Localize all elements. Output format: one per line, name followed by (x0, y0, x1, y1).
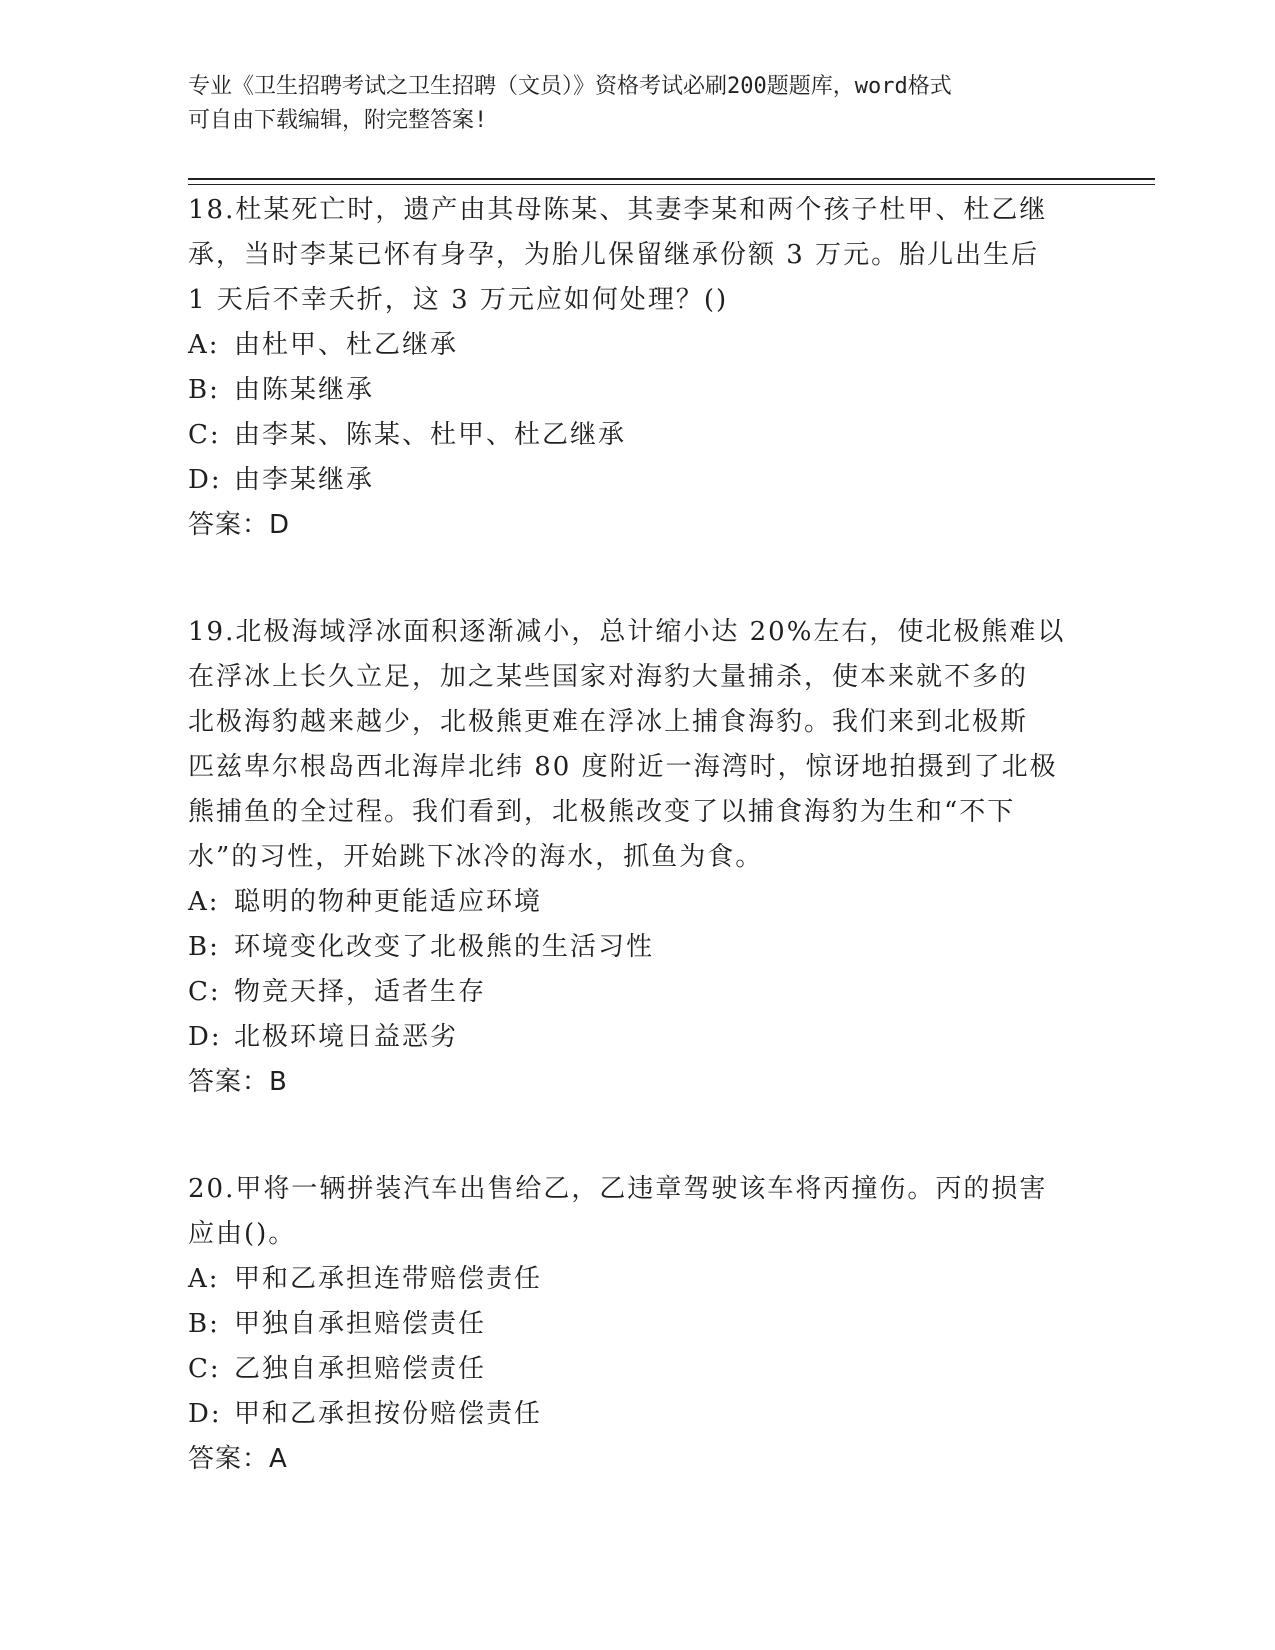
option-letter: D: (188, 1399, 222, 1429)
option-letter: A: (188, 887, 220, 917)
option-letter: A: (188, 330, 220, 360)
option-letter: D: (188, 1022, 222, 1052)
option-text: 甲独自承担赔偿责任 (234, 1309, 487, 1339)
stem-line: 1 天后不幸夭折，这 3 万元应如何处理？() (188, 285, 729, 315)
option-letter: C: (188, 977, 221, 1007)
document-header (188, 70, 1068, 138)
question-20 (188, 1167, 1068, 1482)
option-text: 乙独自承担赔偿责任 (234, 1354, 487, 1384)
option-text: 甲和乙承担连带赔偿责任 (234, 1264, 543, 1294)
option-letter: B: (188, 1309, 220, 1339)
option-text: 环境变化改变了北极熊的生活习性 (234, 932, 655, 962)
option-a (188, 1257, 1068, 1302)
stem-line: 应由()。 (188, 1219, 297, 1249)
option-b (188, 1302, 1068, 1347)
question-stem (188, 610, 1068, 880)
option-d (188, 1392, 1068, 1437)
option-letter: B: (188, 375, 220, 405)
answer-line: 答案：B (188, 1067, 288, 1097)
option-a (188, 880, 1068, 925)
option-text: 物竞天择，适者生存 (234, 977, 487, 1007)
stem-line: 水”的习性，开始跳下冰冷的海水，抓鱼为食。 (188, 842, 764, 872)
stem-line: 熊捕鱼的全过程。我们看到，北极熊改变了以捕食海豹为生和“不下 (188, 797, 1016, 827)
option-letter: A: (188, 1264, 220, 1294)
stem-line: 在浮冰上长久立足，加之某些国家对海豹大量捕杀，使本来就不多的 (188, 662, 1029, 692)
option-text: 由李某、陈某、杜甲、杜乙继承 (234, 420, 627, 450)
option-c (188, 970, 1068, 1015)
option-text: 由杜甲、杜乙继承 (234, 330, 459, 360)
option-b (188, 925, 1068, 970)
option-c (188, 1347, 1068, 1392)
option-letter: C: (188, 1354, 221, 1384)
stem-line: 承，当时李某已怀有身孕，为胎儿保留继承份额 3 万元。胎儿出生后 (188, 240, 1040, 270)
question-list (188, 188, 1068, 1482)
header-divider-thin (188, 184, 1155, 185)
stem-line: 北极海豹越来越少，北极熊更难在浮冰上捕食海豹。我们来到北极斯 (188, 707, 1029, 737)
option-text: 由李某继承 (234, 465, 375, 495)
question-stem (188, 188, 1068, 323)
option-letter: D: (188, 465, 222, 495)
option-d (188, 458, 1068, 503)
answer-line: 答案：D (188, 510, 291, 540)
stem-line: 19.北极海域浮冰面积逐渐减小，总计缩小达 20%左右，使北极熊难以 (188, 617, 1066, 647)
option-text: 北极环境日益恶劣 (234, 1022, 459, 1052)
stem-line: 匹兹卑尔根岛西北海岸北纬 80 度附近一海湾时，惊讶地拍摄到了北极 (188, 752, 1058, 782)
header-line-1: 专业《卫生招聘考试之卫生招聘（文员）》资格考试必刷200题题库，word格式 (188, 74, 952, 99)
header-divider-thick (188, 178, 1155, 180)
stem-line: 18.杜某死亡时，遗产由其母陈某、其妻李某和两个孩子杜甲、杜乙继 (188, 195, 1048, 225)
option-text: 聪明的物种更能适应环境 (234, 887, 543, 917)
option-d (188, 1015, 1068, 1060)
option-a (188, 323, 1068, 368)
option-b (188, 368, 1068, 413)
question-19 (188, 610, 1068, 1105)
option-text: 由陈某继承 (234, 375, 375, 405)
option-c (188, 413, 1068, 458)
question-stem (188, 1167, 1068, 1257)
stem-line: 20.甲将一辆拼装汽车出售给乙，乙违章驾驶该车将丙撞伤。丙的损害 (188, 1174, 1048, 1204)
header-line-2: 可自由下载编辑，附完整答案! (188, 108, 488, 133)
option-text: 甲和乙承担按份赔偿责任 (234, 1399, 543, 1429)
question-18 (188, 188, 1068, 548)
option-letter: C: (188, 420, 221, 450)
option-letter: B: (188, 932, 220, 962)
answer-line: 答案：A (188, 1444, 288, 1474)
